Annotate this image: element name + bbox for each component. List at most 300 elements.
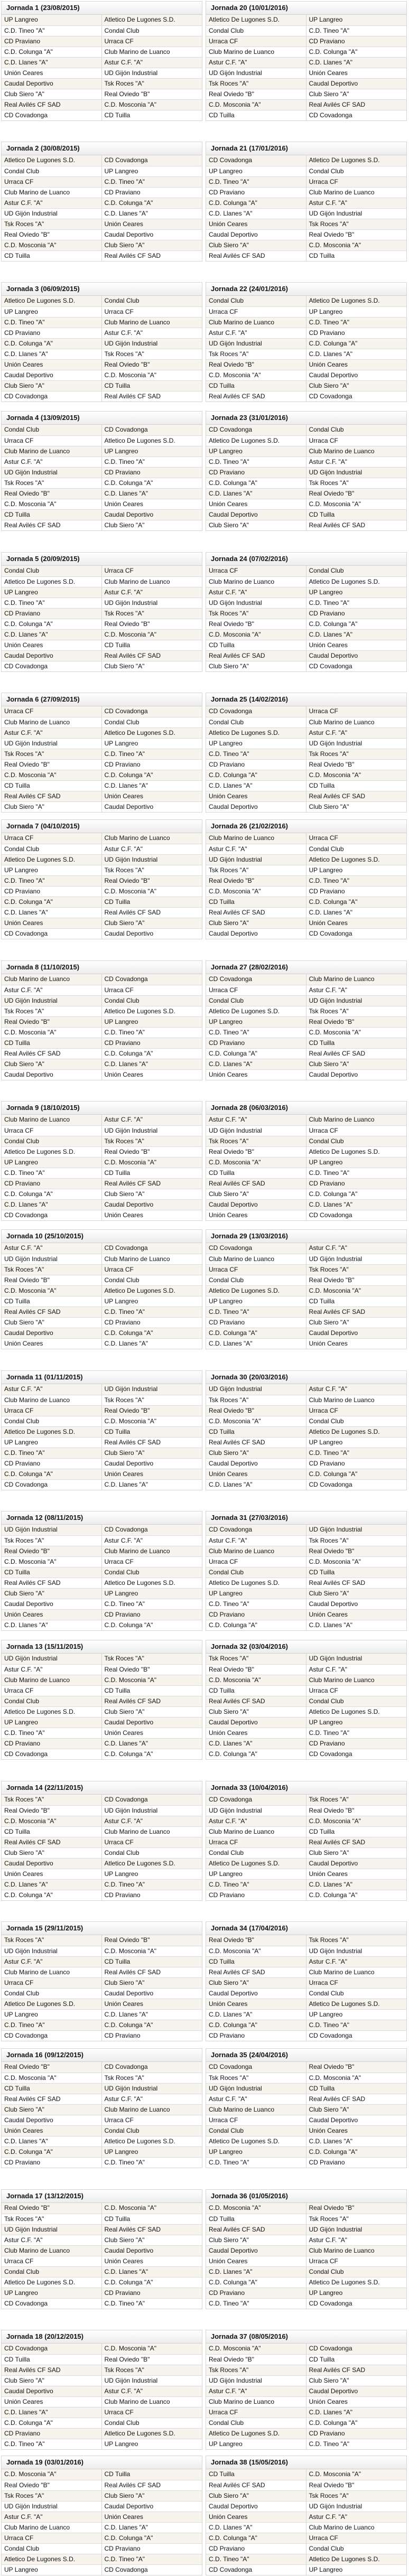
jornada-title: Jornada 12 (08/11/2015) [2,1511,202,1525]
match-row [2,1988,202,1999]
away-team: Real Oviedo "B" [104,620,150,628]
match-row [2,1847,202,1858]
away-team: C.D. Llanes "A" [104,490,148,497]
match-row [2,456,202,467]
home-team: Caudal Deportivo [206,1718,306,1728]
match-row [206,2298,406,2309]
away-team: Caudal Deportivo [309,1071,358,1078]
match-row [206,456,406,467]
away-team: Real Oviedo "B" [309,2481,355,2489]
away-team: Real Oviedo "B" [309,1276,355,1284]
match-row [206,2062,406,2073]
away-team: UP Langreo [309,589,343,596]
match-row [2,1469,202,1479]
match-row [2,985,202,995]
match-row [206,1243,406,1254]
match-list [206,1384,406,1490]
away-team: Astur C.F. "A" [309,2513,348,2521]
match-row [2,478,202,488]
jornada-table [206,2456,407,2575]
match-row [2,1738,202,1749]
home-team: CD Tuilla [2,1296,102,1306]
home-team: Urraca CF [206,307,306,317]
away-team: Unión Ceares [104,1071,143,1078]
match-row [206,1328,406,1338]
match-row [206,995,406,1006]
match-list [2,974,202,1080]
match-row [206,780,406,791]
away-team: CD Covadonga [309,111,352,119]
home-team: CD Covadonga [206,974,306,985]
away-team: Caudal Deportivo [309,371,358,379]
match-row [206,2396,406,2407]
match-row [2,1178,202,1189]
match-row [206,801,406,812]
home-team: CD Covadonga [2,110,102,120]
away-team: UP Langreo [309,1159,343,1166]
match-row [206,46,406,57]
away-team: C.D. Colunga "A" [309,2419,358,2426]
match-row [2,1048,202,1059]
home-team: Astur C.F. "A" [206,58,306,68]
away-team: UD Gijón Industrial [104,2377,158,2384]
jornada-title: Jornada 4 (13/09/2015) [2,412,202,425]
match-row [2,1706,202,1717]
home-team: Condal Club [206,296,306,306]
jornada-pair [0,142,409,260]
match-row [206,727,406,738]
home-team: UP Langreo [2,307,102,317]
away-team: Tsk Roces "A" [104,1396,144,1404]
match-row [2,435,202,446]
home-team: CD Praviano [2,2429,102,2439]
match-list [2,2203,202,2309]
away-team: CD Covadonga [309,2345,352,2352]
jornada-title: Jornada 13 (15/11/2015) [2,1640,202,1654]
home-team: UP Langreo [2,15,102,25]
jornada-title: Jornada 20 (10/01/2016) [206,2,406,15]
away-team: UD Gijón Industrial [309,2226,362,2233]
away-team: Unión Ceares [309,69,348,77]
jornada-table [1,1640,202,1760]
away-team: C.D. Llanes "A" [104,1740,148,1747]
home-team: C.D. Mosconia "A" [2,770,102,780]
away-team: Atletico De Lugones S.D. [309,2000,380,2008]
match-row [206,187,406,198]
away-team: Caudal Deportivo [104,1201,154,1208]
match-row [2,928,202,939]
home-team: Atletico De Lugones S.D. [206,1286,306,1296]
jornada-title: Jornada 36 (01/05/2016) [206,2190,406,2203]
home-team: Caudal Deportivo [206,2246,306,2256]
match-row [2,2490,202,2501]
match-row [206,2354,406,2365]
home-team: Caudal Deportivo [2,1328,102,1338]
match-row [2,250,202,261]
away-team: CD Praviano [104,189,141,196]
home-team: Unión Ceares [206,1469,306,1479]
home-team: Caudal Deportivo [206,1989,306,1999]
home-team: Tsk Roces "A" [206,1136,306,1146]
home-team: CD Tuilla [206,1168,306,1178]
jornada-pair [0,1229,409,1348]
home-team: UD Gijón Industrial [2,1254,102,1264]
match-list [206,566,406,671]
away-team: CD Tuilla [104,1428,131,1435]
away-team: C.D. Mosconia "A" [309,500,361,508]
away-team: C.D. Colunga "A" [104,1621,153,1629]
home-team: Atletico De Lugones S.D. [2,155,102,166]
away-team: Urraca CF [309,1407,338,1414]
home-team: Astur C.F. "A" [2,1957,102,1967]
away-team: CD Praviano [104,2289,141,2297]
home-team: Caudal Deportivo [2,651,102,661]
match-row [2,1728,202,1738]
home-team: CD Tuilla [2,1567,102,1578]
home-team: Astur C.F. "A" [206,2094,306,2104]
home-team: Club Siero "A" [206,1189,306,1199]
home-team: Tsk Roces "A" [206,1395,306,1405]
match-row [2,1328,202,1338]
match-list [2,1243,202,1349]
match-row [206,1847,406,1858]
away-team: UP Langreo [104,167,138,175]
match-row [2,296,202,306]
jornada-title: Jornada 24 (07/02/2016) [206,553,406,566]
jornada-title: Jornada 9 (18/10/2015) [2,1102,202,1115]
away-team: Club Marino de Luanco [104,1547,170,1555]
home-team: Astur C.F. "A" [2,2512,102,2522]
home-team: Real Oviedo "B" [206,360,306,370]
match-row [206,2407,406,2418]
home-team: Atletico De Lugones S.D. [2,2554,102,2564]
match-row [2,1717,202,1728]
away-team: Urraca CF [309,2257,338,2265]
home-team: Real Oviedo "B" [2,489,102,499]
away-team: C.D. Llanes "A" [309,2409,353,2416]
match-row [206,1956,406,1967]
away-team: C.D. Colunga "A" [309,48,358,55]
home-team: CD Covadonga [206,1243,306,1254]
home-team: UD Gijón Industrial [2,739,102,749]
home-team: CD Covadonga [206,155,306,166]
home-team: Real Oviedo "B" [2,1546,102,1556]
home-team: C.D. Tineo "A" [206,2158,306,2168]
away-team: Urraca CF [104,2409,134,2416]
away-team: CD Tuilla [309,511,335,518]
match-row [2,1384,202,1395]
home-team: CD Praviano [2,1739,102,1749]
home-team: Tsk Roces "A" [206,2365,306,2375]
home-team: Unión Ceares [206,1728,306,1738]
home-team: Condal Club [206,1567,306,1578]
away-team: C.D. Tineo "A" [104,1308,145,1315]
home-team: Urraca CF [206,1837,306,1847]
home-team: C.D. Llanes "A" [2,58,102,68]
match-row [206,359,406,370]
home-team: Tsk Roces "A" [206,79,306,89]
match-row [206,985,406,995]
away-team: Atletico De Lugones S.D. [309,1428,380,1435]
home-team: C.D. Llanes "A" [2,1620,102,1630]
away-team: Unión Ceares [104,2257,143,2265]
away-team: C.D. Llanes "A" [309,1881,353,1888]
match-list [2,1115,202,1220]
away-team: Condal Club [104,27,140,34]
home-team: Atletico De Lugones S.D. [2,296,102,306]
away-team: Atletico De Lugones S.D. [309,856,380,863]
away-team: UP Langreo [309,16,343,23]
home-team: UD Gijón Industrial [206,2084,306,2094]
match-row [2,110,202,120]
match-row [206,509,406,520]
away-team: C.D. Llanes "A" [104,1340,148,1347]
match-row [206,1479,406,1490]
away-team: Unión Ceares [104,1729,143,1737]
match-row [2,1525,202,1535]
away-team: Club Marino de Luanco [104,834,170,842]
away-team: C.D. Tineo "A" [104,2555,145,2563]
away-team: UP Langreo [104,740,138,747]
match-row [2,425,202,435]
home-team: Club Siero "A" [206,1448,306,1458]
home-team: CD Tuilla [2,2355,102,2365]
match-row [2,875,202,886]
jornada-table [206,2189,407,2309]
away-team: CD Praviano [309,2430,345,2437]
match-list [206,974,406,1080]
jornada-table [206,411,407,531]
home-team: CD Tuilla [206,1686,306,1696]
home-team: Unión Ceares [2,1339,102,1349]
away-team: Unión Ceares [309,1340,348,1347]
match-row [206,907,406,918]
away-team: Condal Club [104,1849,140,1856]
away-team: C.D. Tineo "A" [104,2300,145,2307]
match-row [206,1879,406,1890]
match-row [206,587,406,598]
away-team: Club Siero "A" [104,662,145,670]
match-row [2,391,202,402]
match-row [2,2083,202,2094]
jornada-title: Jornada 23 (31/01/2016) [206,412,406,425]
home-team: Club Siero "A" [2,802,102,812]
home-team: C.D. Tineo "A" [2,1448,102,1458]
away-team: Real Avilés CF SAD [104,1180,161,1187]
home-team: CD Tuilla [2,2084,102,2094]
home-team: Real Avilés CF SAD [206,1696,306,1706]
match-row [206,2146,406,2157]
jornada-title: Jornada 35 (24/04/2016) [206,2049,406,2062]
match-row [206,520,406,530]
home-team: Unión Ceares [206,1999,306,2009]
home-team: UD Gijón Industrial [206,339,306,349]
home-team: C.D. Colunga "A" [206,1049,306,1059]
match-row [2,467,202,478]
jornada-table [1,2330,202,2450]
home-team: CD Covadonga [2,391,102,402]
match-row [206,338,406,349]
match-row [206,619,406,629]
match-row [206,110,406,120]
match-row [206,2533,406,2543]
match-row [2,306,202,317]
match-row [2,1805,202,1816]
away-team: Astur C.F. "A" [104,329,143,337]
match-row [206,640,406,650]
home-team: CD Tuilla [206,2469,306,2480]
match-row [2,1749,202,1759]
home-team: C.D. Tineo "A" [206,1599,306,1609]
away-team: CD Tuilla [104,1169,131,1177]
away-team: CD Praviano [104,761,141,768]
match-row [206,2235,406,2245]
jornada-table [1,552,202,672]
home-team: Condal Club [206,2126,306,2136]
jornada-title: Jornada 27 (28/02/2016) [206,961,406,974]
match-row [2,328,202,338]
match-row [2,661,202,671]
match-row [206,1556,406,1567]
away-team: Condal Club [309,426,344,433]
home-team: Club Siero "A" [2,1848,102,1858]
match-list [206,1654,406,1759]
away-team: Tsk Roces "A" [309,2215,349,2223]
home-team: CD Covadonga [206,425,306,435]
away-team: C.D. Colunga "A" [104,1750,153,1758]
home-team: Club Siero "A" [2,2105,102,2115]
match-row [206,1395,406,1405]
home-team: UP Langreo [206,2439,306,2449]
home-team: UD Gijón Industrial [2,2502,102,2512]
away-team: Astur C.F. "A" [309,458,348,465]
away-team: C.D. Llanes "A" [309,1621,353,1629]
match-row [206,219,406,229]
away-team: UP Langreo [104,2148,138,2155]
home-team: UP Langreo [206,1589,306,1599]
away-team: Real Oviedo "B" [104,1148,150,1155]
home-team: Condal Club [2,844,102,854]
away-team: Real Avilés CF SAD [309,521,365,529]
home-team: UD Gijón Industrial [2,996,102,1006]
home-team: Urraca CF [2,1978,102,1988]
away-team: UD Gijón Industrial [309,1255,362,1263]
match-row [206,2344,406,2354]
match-row [2,499,202,509]
jornada-table [206,2048,407,2168]
home-team: Unión Ceares [2,2397,102,2407]
home-team: C.D. Tineo "A" [206,749,306,759]
away-team: UP Langreo [104,1018,138,1025]
away-team: Tsk Roces "A" [104,350,144,358]
away-team: Caudal Deportivo [104,803,154,810]
home-team: Caudal Deportivo [206,2502,306,2512]
match-row [2,36,202,46]
away-team: Condal Club [104,1276,140,1284]
match-row [206,738,406,749]
away-team: C.D. Llanes "A" [309,1201,353,1208]
match-row [2,918,202,928]
match-row [206,576,406,587]
home-team: Urraca CF [206,566,306,576]
away-team: Astur C.F. "A" [309,1958,348,1965]
match-row [206,1525,406,1535]
match-row [2,338,202,349]
home-team: Atletico De Lugones S.D. [206,2136,306,2146]
match-row [206,296,406,306]
match-row [2,1069,202,1080]
match-row [2,2277,202,2288]
home-team: Club Siero "A" [2,1318,102,1328]
match-row [206,1458,406,1469]
match-row [206,1696,406,1706]
home-team: CD Praviano [206,760,306,770]
home-team: C.D. Mosconia "A" [206,2344,306,2354]
match-row [206,1717,406,1728]
home-team: Club Marino de Luanco [2,1395,102,1405]
match-row [206,2365,406,2375]
match-row [206,250,406,261]
match-list [206,2469,406,2575]
match-row [2,2512,202,2522]
match-row [206,99,406,110]
match-row [2,1946,202,1956]
match-row [2,1609,202,1620]
match-row [2,89,202,99]
home-team: Urraca CF [206,2115,306,2125]
match-row [206,1016,406,1027]
match-row [206,706,406,717]
match-row [206,1988,406,1999]
jornada-pair [0,960,409,1079]
home-team: Real Avilés CF SAD [2,1837,102,1847]
away-team: CD Covadonga [104,426,148,433]
match-row [206,2543,406,2554]
jornada-title: Jornada 1 (23/08/2015) [2,2,202,15]
match-row [206,2277,406,2288]
match-row [2,2418,202,2428]
home-team: CD Tuilla [206,110,306,120]
match-row [206,598,406,608]
jornada-pair [0,2048,409,2167]
home-team: Astur C.F. "A" [2,728,102,738]
match-row [2,897,202,907]
home-team: UD Gijón Industrial [2,209,102,219]
match-row [206,2469,406,2480]
away-team: Club Marino de Luanco [104,1255,170,1263]
match-row [2,2203,202,2214]
home-team: Caudal Deportivo [206,230,306,240]
home-team: C.D. Colunga "A" [2,1189,102,1199]
away-team: Club Siero "A" [104,2492,145,2499]
jornada-table [206,142,407,262]
home-team: CD Tuilla [2,510,102,520]
jornada-table [206,693,407,813]
home-team: Caudal Deportivo [206,1200,306,1210]
home-team: C.D. Tineo "A" [206,177,306,187]
match-row [206,1115,406,1125]
jornada-title: Jornada 18 (20/12/2015) [2,2330,202,2344]
match-row [206,1795,406,1805]
match-list [2,833,202,939]
home-team: C.D. Tineo "A" [2,2020,102,2030]
away-team: Condal Club [104,718,140,726]
away-team: C.D. Mosconia "A" [104,1947,157,1955]
home-team: Condal Club [2,1696,102,1706]
away-team: Club Marino de Luanco [104,578,170,585]
away-team: Real Oviedo "B" [309,761,355,768]
away-team: CD Praviano [309,2159,345,2166]
